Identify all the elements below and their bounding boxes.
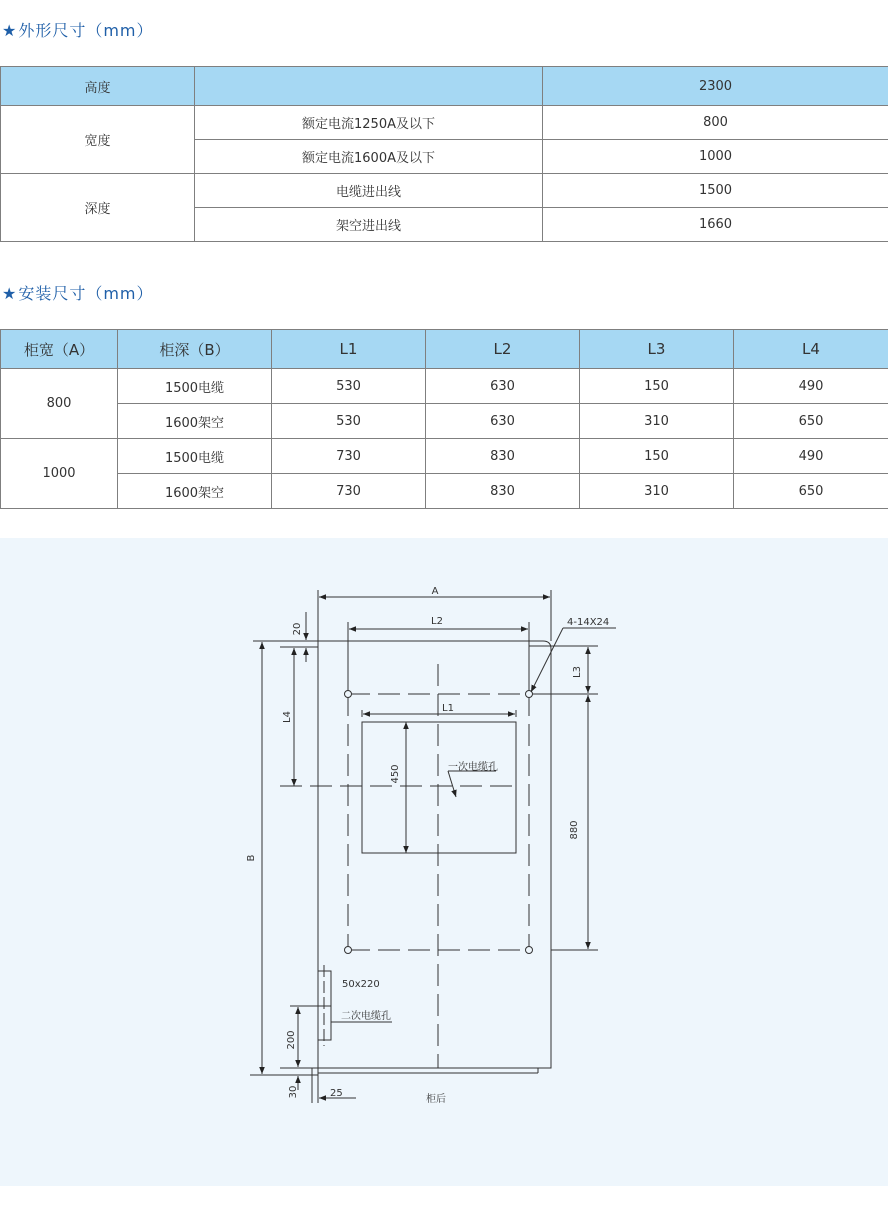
l1-cell: 530 bbox=[272, 404, 426, 439]
mounting-hole bbox=[345, 691, 352, 698]
depth-cell: 1500电缆 bbox=[118, 369, 272, 404]
label-dim-20: 20 bbox=[292, 622, 303, 636]
l3-cell: 150 bbox=[580, 439, 734, 474]
depth-value-1: 1500 bbox=[543, 174, 888, 208]
outline-dimensions-table bbox=[0, 66, 888, 242]
height-empty-cell bbox=[195, 67, 543, 106]
l1-cell: 730 bbox=[272, 439, 426, 474]
label-dim-200: 200 bbox=[286, 1030, 297, 1050]
label-l2: L2 bbox=[431, 616, 443, 627]
mounting-hole bbox=[526, 947, 533, 954]
label-dim-450: 450 bbox=[390, 764, 401, 784]
star-icon: ★ bbox=[2, 284, 18, 303]
header-l1: L1 bbox=[272, 330, 426, 369]
installation-drawing bbox=[0, 538, 888, 1186]
label-dim-30: 30 bbox=[288, 1085, 299, 1099]
label-primary-hole: 一次电缆孔 bbox=[448, 762, 498, 773]
l4-cell: 490 bbox=[734, 369, 888, 404]
label-dim-25: 25 bbox=[330, 1088, 343, 1099]
table-row bbox=[1, 474, 888, 509]
label-a: A bbox=[431, 586, 439, 597]
table-header-row bbox=[1, 330, 888, 369]
depth-cell: 1600架空 bbox=[118, 404, 272, 439]
holes-leader bbox=[531, 628, 563, 692]
l3-cell: 310 bbox=[580, 404, 734, 439]
label-l3: L3 bbox=[572, 666, 583, 678]
install-title-text: 安装尺寸（mm） bbox=[18, 284, 154, 303]
table-row bbox=[1, 369, 888, 404]
primary-cable-hole bbox=[362, 722, 516, 853]
l1-cell: 730 bbox=[272, 474, 426, 509]
width-condition-1: 额定电流1250A及以下 bbox=[195, 106, 543, 140]
l2-cell: 630 bbox=[426, 369, 580, 404]
table-row bbox=[1, 106, 888, 140]
height-value: 2300 bbox=[543, 67, 888, 106]
label-dim-880: 880 bbox=[569, 820, 580, 840]
width-label: 宽度 bbox=[1, 106, 195, 174]
group-width-800: 800 bbox=[1, 369, 118, 439]
depth-label: 深度 bbox=[1, 174, 195, 242]
mounting-hole bbox=[345, 947, 352, 954]
header-cabinet-width: 柜宽（A） bbox=[1, 330, 118, 369]
depth-value-2: 1660 bbox=[543, 208, 888, 242]
table-row bbox=[1, 404, 888, 439]
table-row bbox=[1, 174, 888, 208]
install-dimensions-table bbox=[0, 329, 888, 509]
label-b: B bbox=[246, 854, 257, 862]
install-section-title bbox=[2, 281, 154, 304]
l4-cell: 490 bbox=[734, 439, 888, 474]
header-l3: L3 bbox=[580, 330, 734, 369]
header-l4: L4 bbox=[734, 330, 888, 369]
l2-cell: 830 bbox=[426, 474, 580, 509]
depth-condition-2: 架空进出线 bbox=[195, 208, 543, 242]
l4-cell: 650 bbox=[734, 474, 888, 509]
installation-drawing-panel bbox=[0, 538, 888, 1186]
l4-cell: 650 bbox=[734, 404, 888, 439]
l3-cell: 150 bbox=[580, 369, 734, 404]
table-row bbox=[1, 67, 888, 106]
outline-title-text: 外形尺寸（mm） bbox=[18, 21, 154, 40]
depth-condition-1: 电缆进出线 bbox=[195, 174, 543, 208]
label-rear: 柜后 bbox=[426, 1094, 446, 1105]
l2-cell: 630 bbox=[426, 404, 580, 439]
label-holes: 4-14X24 bbox=[567, 617, 610, 628]
label-l4: L4 bbox=[282, 711, 293, 723]
height-label: 高度 bbox=[1, 67, 195, 106]
width-value-1: 800 bbox=[543, 106, 888, 140]
star-icon: ★ bbox=[2, 21, 18, 40]
label-secondary-size: 50x220 bbox=[342, 979, 380, 990]
outline-section-title bbox=[2, 18, 154, 41]
label-l1: L1 bbox=[442, 703, 454, 714]
l1-cell: 530 bbox=[272, 369, 426, 404]
label-secondary-hole: 二次电缆孔 bbox=[341, 1011, 391, 1022]
primary-hole-leader bbox=[448, 771, 456, 797]
group-width-1000: 1000 bbox=[1, 439, 118, 509]
depth-cell: 1500电缆 bbox=[118, 439, 272, 474]
l2-cell: 830 bbox=[426, 439, 580, 474]
width-value-2: 1000 bbox=[543, 140, 888, 174]
cabinet-outline bbox=[318, 641, 551, 1068]
table-row bbox=[1, 439, 888, 474]
width-condition-2: 额定电流1600A及以下 bbox=[195, 140, 543, 174]
depth-cell: 1600架空 bbox=[118, 474, 272, 509]
header-l2: L2 bbox=[426, 330, 580, 369]
l3-cell: 310 bbox=[580, 474, 734, 509]
header-cabinet-depth: 柜深（B） bbox=[118, 330, 272, 369]
